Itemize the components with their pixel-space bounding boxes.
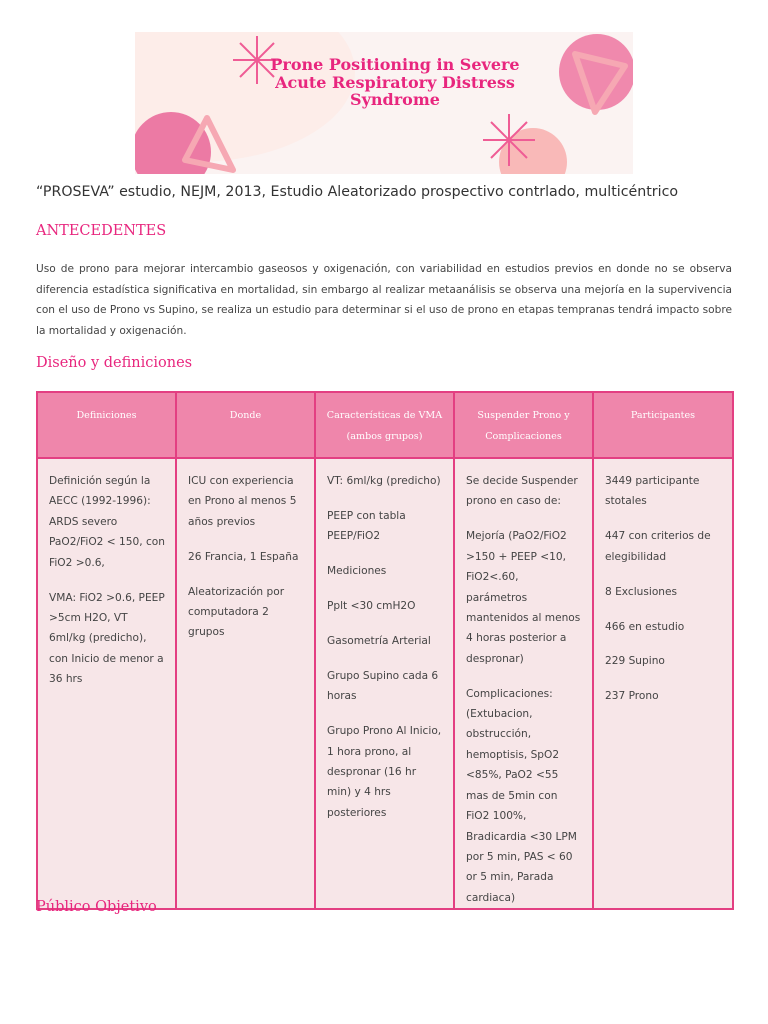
section-heading-antecedentes: ANTECEDENTES xyxy=(36,223,167,239)
cell-participantes xyxy=(593,458,733,909)
header-caracteristicas-vma: Características de VMA (ambos grupos) xyxy=(315,392,454,458)
section-heading-publico-objetivo: Público Objetivo xyxy=(36,899,157,915)
title-banner xyxy=(135,32,633,174)
cell-paragraph: Mediciones xyxy=(327,565,387,578)
cell-paragraph: VMA: FiO2 >0.6, PEEP >5cm H2O, VT 6ml/kg (predicho), con Inicio de menor a 36 hrs xyxy=(49,591,165,686)
cell-paragraph: Grupo Supino cada 6 horas xyxy=(327,669,439,703)
cell-paragraph: Mejoría (PaO2/FiO2 >150 + PEEP <10, FiO2<.60, parámetros mantenidos al menos 4 horas posterior a despronar) xyxy=(466,530,581,665)
cell-paragraph: 447 con criterios de elegibilidad xyxy=(605,530,711,563)
header-definiciones: Definiciones xyxy=(37,392,176,458)
cell-paragraph: Gasometría Arterial xyxy=(327,635,431,648)
header-participantes: Participantes xyxy=(593,392,733,458)
cell-paragraph: 3449 participante stotales xyxy=(605,475,700,508)
cell-caracteristicas-vma xyxy=(315,458,454,909)
cell-paragraph: VT: 6ml/kg (predicho) xyxy=(327,475,441,487)
cell-donde xyxy=(176,458,315,909)
header-donde: Donde xyxy=(176,392,315,458)
cell-paragraph: Aleatorización por computadora 2 grupos xyxy=(188,585,285,639)
cell-paragraph: Complicaciones: (Extubacion, obstrucción, hemoptisis, SpO2 <85%, PaO2 <55 mas de 5min con FiO2 100%, Bradicardia <30 LPM por 5 min, PAS < 60 or 5 min, Parada cardiaca) xyxy=(466,687,577,904)
section-heading-diseno: Diseño y definiciones xyxy=(36,355,193,371)
cell-paragraph: ICU con experiencia en Prono al menos 5 años previos xyxy=(188,475,297,528)
banner-title: Prone Positioning in Severe Acute Respiratory Distress Syndrome xyxy=(270,55,520,109)
cell-paragraph: Grupo Prono Al Inicio, 1 hora prono, al despronar (16 hr min) y 4 hrs posteriores xyxy=(327,725,442,819)
cell-paragraph: 8 Exclusiones xyxy=(605,585,678,598)
cell-definiciones xyxy=(37,458,176,909)
cell-paragraph: Pplt <30 cmH2O xyxy=(327,600,416,613)
antecedentes-paragraph: Uso de prono para mejorar intercambio gaseosos y oxigenación, con variabilidad en estudios previos en donde no se observa diferencia estadística significativa en mortalidad, sin embargo al realizar metaanálisis se observa una mejoría en la supervivencia con el uso de Prono vs Supino, se realiza un estudio para determinar si el uso de prono en etapas tempranas tendrá impacto sobre la mortalidad y oxigenación. xyxy=(36,263,732,337)
design-table xyxy=(36,391,734,910)
table-row xyxy=(37,458,733,909)
cell-paragraph: Se decide Suspender prono en caso de: xyxy=(466,475,578,508)
cell-paragraph: 229 Supino xyxy=(605,655,665,668)
cell-paragraph: 466 en estudio xyxy=(605,620,685,633)
cell-paragraph: 26 Francia, 1 España xyxy=(188,550,299,563)
cell-paragraph: PEEP con tabla PEEP/FiO2 xyxy=(327,509,406,543)
study-subtitle: “PROSEVA” estudio, NEJM, 2013, Estudio Aleatorizado prospectivo contrlado, multicéntrico xyxy=(36,184,679,200)
table-header-row xyxy=(37,392,733,458)
cell-suspender-prono xyxy=(454,458,593,909)
cell-paragraph: 237 Prono xyxy=(605,690,659,703)
cell-paragraph: Definición según la AECC (1992-1996): ARDS severo PaO2/FiO2 < 150, con FiO2 >0.6, xyxy=(49,475,165,569)
header-suspender-prono: Suspender Prono y Complicaciones xyxy=(454,392,593,458)
